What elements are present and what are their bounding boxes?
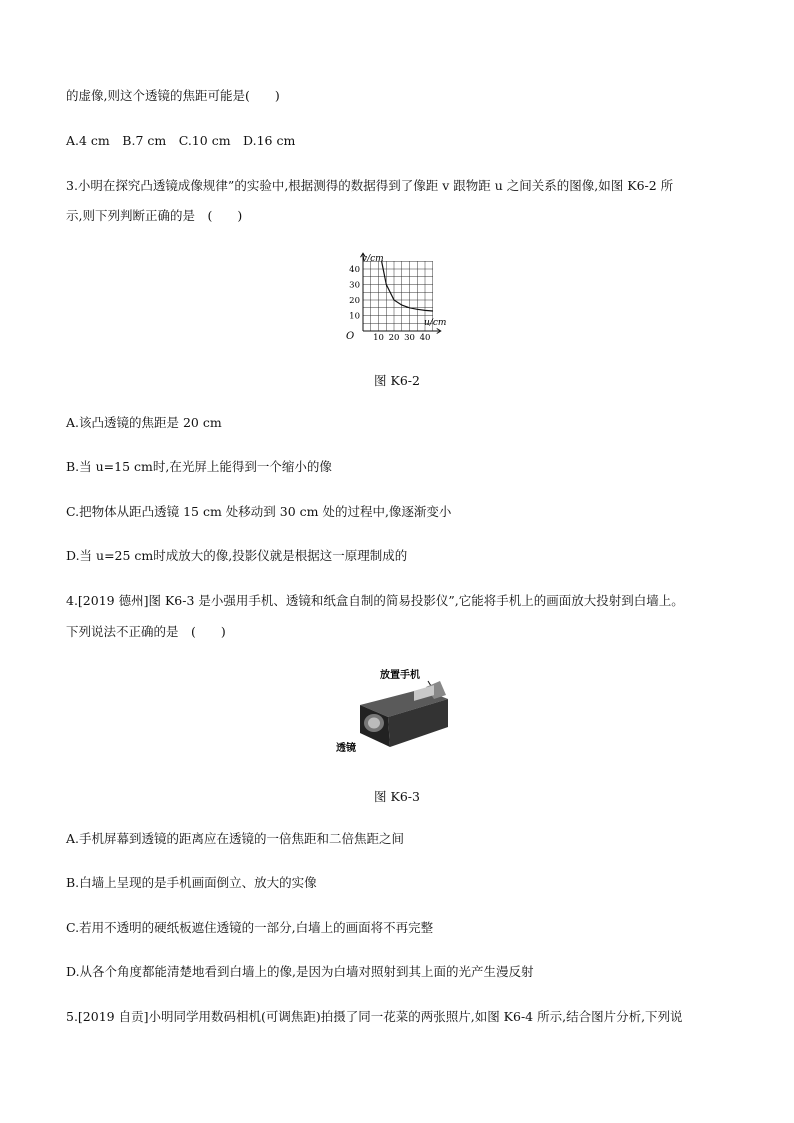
q3-option-b: B.当 u=15 cm时,在光屏上能得到一个缩小的像 [66,459,332,474]
q4-option-d: D.从各个角度都能清楚地看到白墙上的像,是因为白墙对照射到其上面的光产生漫反射 [66,964,534,979]
q4-stem-line1: 4.[2019 德州]图 K6-3 是小强用手机、透镜和纸盒自制的简易投影仪”,它能将手机上的画面放大投射到白墙上。 [66,593,684,608]
q2-stem-continuation: 的虚像,则这个透镜的焦距可能是( ) [66,88,280,103]
lens-glass [368,718,380,729]
q4-option-c: C.若用不透明的硬纸板遮住透镜的一部分,白墙上的画面将不再完整 [66,920,434,935]
y-axis-label: v/cm [362,254,384,264]
q4-stem-line2: 下列说法不正确的是 ( ) [66,624,226,639]
q3-stem-line1: 3.小明在探究凸透镜成像规律”的实验中,根据测得的数据得到了像距 v 跟物距 u 之间关系的图像,如图 K6-2 所 [66,178,674,193]
figure-k6-2-graph [336,250,456,346]
y-tick-label: 40 [349,265,360,275]
graph-grid [363,261,433,331]
q3-option-a: A.该凸透镜的焦距是 20 cm [66,415,222,430]
x-tick-label: 20 [388,333,400,343]
phone-slot-label: 放置手机 [380,670,420,681]
x-tick-label: 30 [404,333,415,343]
q3-option-c: C.把物体从距凸透镜 15 cm 处移动到 30 cm 处的过程中,像逐渐变小 [66,504,452,519]
q3-option-d: D.当 u=25 cm时成放大的像,投影仪就是根据这一原理制成的 [66,548,408,563]
q4-option-b: B.白墙上呈现的是手机画面倒立、放大的实像 [66,875,317,890]
x-tick-label: 10 [373,333,384,343]
y-tick-label: 30 [349,280,360,291]
origin-label: O [346,331,355,342]
figure-k6-2-caption: 图 K6-2 [374,373,420,388]
q2-options: A.4 cm B.7 cm C.10 cm D.16 cm [66,133,296,148]
q5-stem-line1: 5.[2019 自贡]小明同学用数码相机(可调焦距)拍摄了同一花菜的两张照片,如图 K6-4 所示,结合图片分析,下列说 [66,1009,683,1024]
lens-label: 透镜 [336,743,356,754]
q3-stem-line2: 示,则下列判断正确的是 ( ) [66,208,243,223]
x-tick-label: 40 [419,333,431,343]
x-axis-label: u/cm [424,318,447,328]
y-tick-label: 20 [349,296,360,306]
figure-k6-3-caption: 图 K6-3 [374,789,420,804]
q4-option-a: A.手机屏幕到透镜的距离应在透镜的一倍焦距和二倍焦距之间 [66,831,405,846]
figure-k6-3-projector [330,665,470,757]
y-tick-label: 10 [349,311,360,322]
